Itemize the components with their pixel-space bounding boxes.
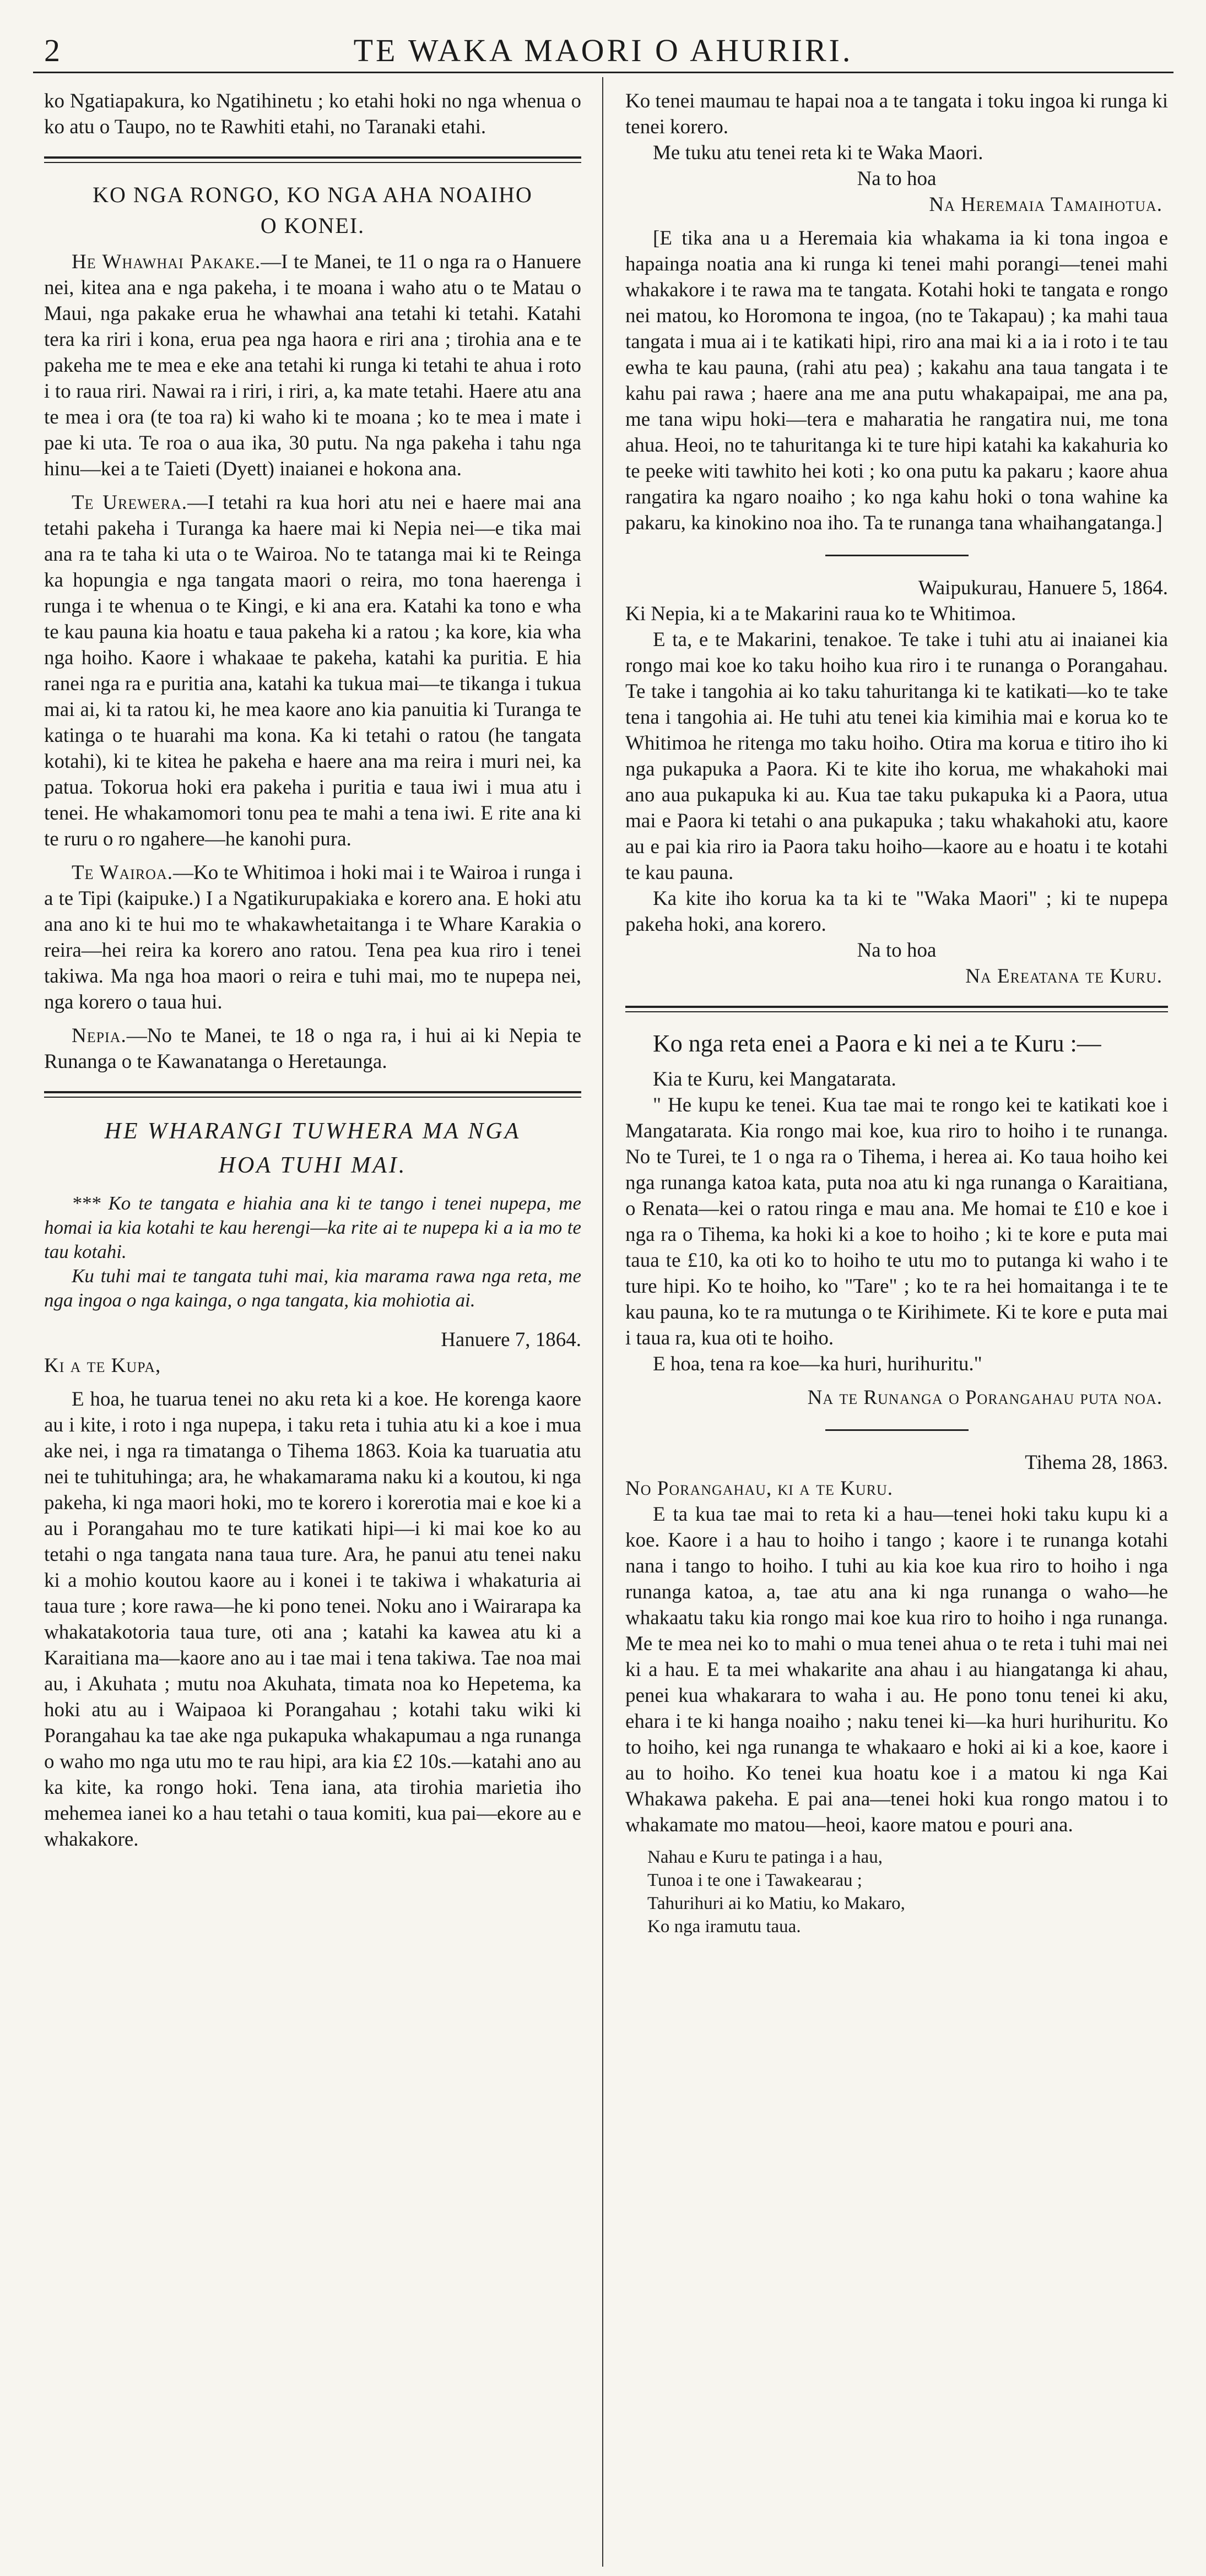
section-rule — [44, 156, 581, 163]
section-rule — [625, 1006, 1168, 1012]
letter-signature: Na Ereatana te Kuru. — [965, 965, 1162, 988]
letter-body: E ta, e te Makarini, tenakoe. Te take i tuhi atu ai inaianei kia rongo mai koe ko taku hoiho kua riro i te runanga o Porangahau. Te take i tangohia ai ko taku tahuritanga ki te katikati—ko te take tena i tangohia ai. He tuhi atu tenei kia kimihia mai e korua ko te Whitimoa he ritenga mo taku hoiho. Otira ma korua e titiro iho ki nga pukapuka a Paora. Ki te kite iho korua, me whakahoki mai ano aua pukapuka ki au. Kua tae taku pukapuka ki a Paora, utua mai e Paora ki tetahi o ana pukapuka ; taku whakahoki atu, kaore au e pai kia riro ia Paora taku hoiho—kaore au e hoatu i te kotahi te kau pauna. — [625, 628, 1168, 884]
page-number: 2 — [44, 32, 60, 68]
letter-salutation: No Porangahau, ki a te Kuru. — [625, 1477, 893, 1500]
letter-body: " He kupu ke tenei. Kua tae mai te rongo kei te katikati koe i Mangatarata. Kia rongo mai koe, kua riro to hoiho i te runanga. No te Turei, te 1 o nga ra o Tihema, i herea ai. Ko taua hoiho kei nga runanga katoa kata, puta noa atu ki nga runanga o Karaitiana, o Renata—kei o ratou ringa e mau ana. Me homai te £10 e koe i nga ra o Tihema, ka hoki ki a koe to hoiho ; ki te kore e puta mai taua te £10, ka oti ko to hoiho te utu mo to putanga ki waho i te ture hipi. Ko te hoiho, ko "Tare" ; ko te ra hei homaitanga i te te kau pauna, ko te ra mutunga o te Kirihimete. Ki te kore e puta mai i taua ra, kua oti te hoiho. — [625, 1094, 1168, 1349]
letters-title-line-2: HOA TUHI MAI. — [218, 1153, 407, 1178]
news-item-heading: He Whawhai Pakake. — [72, 251, 261, 273]
poem-line: Tunoa i te one i Tawakearau ; — [647, 1870, 862, 1890]
letter-salutation: Kia te Kuru, kei Mangatarata. — [653, 1068, 896, 1091]
letters-title-line-1: HE WHARANGI TUWHERA MA NGA — [104, 1119, 521, 1144]
column-divider — [602, 77, 603, 2567]
news-item-heading: Te Urewera. — [72, 491, 188, 514]
news-item — [44, 860, 581, 1015]
news-item-body: —I te Manei, te 11 o nga ra o Hanuere nei, kitea ana e nga pakeha, i te moana i waho atu o te Matau o Maui, nga pakake erua he whawhai ana tetahi ki tetahi. Katahi tera ka riri i kona, erua pea nga haora e riri ana ; tirohia ana e te pakeha me te mea e eke ana tetahi ki runga ki tetahi te ahua i roto i to raua riri. Nawai ra i riri, i riri, a, ka mate tetahi. Haere atu ana te mea i ora (te toa ra) ki waho ki te moana ; ko te mea i mate i pae ki uta. Te roa o aua ika, 30 putu. Na nga pakeha i tahu nga hinu—kei a te Taieti (Dyett) inaianei e hokona ana. — [44, 251, 581, 480]
short-rule — [825, 1429, 969, 1431]
poem-line: Ko nga iramutu taua. — [647, 1917, 801, 1937]
news-item-body: —No te Manei, te 18 o nga ra, i hui ai ki Nepia te Runanga o te Kawanatanga o Heretaunga. — [44, 1024, 581, 1073]
news-item — [44, 1023, 581, 1075]
newspaper-title: TE WAKA MAORI O AHURIRI. — [353, 32, 853, 68]
letter-body: Ka kite iho korua ka ta ki te "Waka Maori" ; ki te nupepa pakeha hoki, ana korero. — [625, 887, 1168, 936]
left-column — [44, 88, 581, 1852]
poem — [625, 1846, 1168, 1938]
news-title-line-2: O KONEI. — [260, 213, 365, 238]
news-section-title — [44, 180, 581, 241]
letter-body: E ta kua tae mai to reta ki a hau—tenei hoki taku kupu ki a koe. Kaore i a hau to hoiho i tango ; kaore i te runanga kotahi nana i tango to hoiho. I tuhi au kia koe kua riro to hoiho i nga runanga katoa, a, tae atu ana ki nga runanga o waho—he whakaatu taku kia rongo mai koe kua riro to hoiho i nga runanga. Me te mea nei ko to mahi o mua tenei ahua o te reta i tuhi mai nei ki a hau. E ta mei whakarite ana ahau i au hiangatanga ki ahau, penei kua whakarara to waha i au. He pono tonu tenei ki aku, ehara i te ki hanga noaiho ; naku tenei ki—ka huri hurihuritu. Ko to hoiho, kei nga runanga te whakaaro e hoki ai ki a koe, kaore i au to hoiho. Ko tenei kua hoatu koe i a matou ki nga Kai Whakawa pakeha. E pai ana—tenei hoki kua rongo matou i to whakamate mo matou—heoi, kaore matou e pouri ana. — [625, 1503, 1168, 1836]
news-item-heading: Te Wairoa. — [72, 861, 173, 884]
letter-salutation: Ki a te Kupa, — [44, 1354, 161, 1377]
letter-date: Hanuere 7, 1864. — [441, 1328, 581, 1351]
letter-continuation: Ko tenei maumau te hapai noa a te tangata i toku ingoa ki runga ki tenei korero. — [625, 90, 1168, 138]
short-rule — [825, 555, 969, 556]
letter-signature: Na Heremaia Tamaihotua. — [929, 193, 1162, 216]
correspondent-notice: Ku tuhi mai te tangata tuhi mai, kia marama rawa nga reta, me nga ingoa o nga kainga, o nga tangata, kia mohiotia ai. — [44, 1265, 581, 1311]
section-rule — [44, 1091, 581, 1098]
news-item-body: —Ko te Whitimoa i hoki mai i te Wairoa i runga i a te Tipi (kaipuke.) I a Ngatikurupakiaka e korero ana. E hoki atu ana ano ki te hui mo te whakawhetaitanga i te Whare Karakia o reira—hei reira ka korero ano ratou. Tena pea kua riro i tenei takiwa. Ma nga hoa maori o reira e tuhi mai, mo te nupepa nei, nga korero o taua hui. — [44, 861, 581, 1013]
letter-date: Waipukurau, Hanuere 5, 1864. — [918, 577, 1168, 599]
intro-paragraph: ko Ngatiapakura, ko Ngatihinetu ; ko etahi hoki no nga whenua o ko atu o Taupo, no te Rawhiti etahi, no Taranaki etahi. — [44, 90, 581, 138]
letter-body: E hoa, he tuarua tenei no aku reta ki a koe. He korenga kaore au i kite, i roto i nga nupepa, i taku reta i tuhia atu ki a koe i mua ake nei, i nga ra timatanga o Tihema 1863. Koia ka tuaruatia atu nei te tuhituhinga; ara, he whakamarama naku ki a koutou, ki nga pakeha, ki nga maori hoki, mo te korero i korerotia mai e koe ki a au i Porangahau mo te ture katikati hipi—i ki mai koe ko au tetahi o nga tangata nana taua ture. Ara, he panui atu tenei naku ki a mohio koutou kaore au i konei i te takiwa i whakaturia ai taua ture ; kore rawa—he ki pono tenei. Noku ano i Wairarapa ka whakatakotoria taua ture, oti ana ; katahi ka kawea atu ki a Karaitiana ma—kaore ano au i tae mai i tena takiwa. Tae noa mai au, i Akuhata ; mutu noa Akuhata, timata noa ko Hepetema, ka hoki atu au i Waipaoa ki Porangahau ; kotahi taku wiki ki Porangahau ka tae ake nga pukapuka whakapumau a nga runanga o waho mo nga utu mo te rau hipi, ara kia £2 10s.—katahi ano au ka kite, ka rongo hoki. Tena iana, ata tirohia marietia iho mehemea ianei ko a hau tetahi o taua komiti, kua pai—ekore au e whakakore. — [44, 1388, 581, 1851]
news-item — [44, 490, 581, 852]
letter-signature: Na te Runanga o Porangahau puta noa. — [807, 1386, 1162, 1409]
news-item — [44, 249, 581, 482]
letter-salutation: Ki Nepia, ki a te Makarini raua ko te Whitimoa. — [625, 603, 1016, 625]
letter-instruction: Me tuku atu tenei reta ki te Waka Maori. — [653, 142, 983, 164]
letter-signoff: Na to hoa — [857, 167, 937, 190]
poem-line: Tahurihuri ai ko Matiu, ko Makaro, — [647, 1894, 905, 1913]
letters-heading: Ko nga reta enei a Paora e ki nei a te Kuru :— — [653, 1030, 1101, 1057]
letter-signoff: Na to hoa — [857, 939, 937, 962]
letter-body: E hoa, tena ra koe—ka huri, hurihuritu." — [653, 1353, 982, 1375]
page-header — [33, 22, 1173, 73]
subscription-notice: *** Ko te tangata e hiahia ana ki te tango i tenei nupepa, me homai ia kia kotahi te kau herengi—ka rite ai te nupepa ki a ia mo te tau kotahi. — [44, 1192, 581, 1262]
letter-date: Tihema 28, 1863. — [1025, 1451, 1168, 1474]
poem-line: Nahau e Kuru te patinga i a hau, — [647, 1847, 883, 1867]
letters-section-title — [44, 1114, 581, 1183]
news-item-body: —I tetahi ra kua hori atu nei e haere mai ana tetahi pakeha i Turanga ka haere mai ki Nepia nei—e tika mai ana ra te taha ki uta o te Wairoa. No te tatanga mai ki te Reinga ka hopungia e nga tangata maori o reira, mo tona haerenga i runga i te whenua o te Kingi, e ki ana era. Katahi ka tono e wha te kau pauna kia hoatu e taua pakeha ki a ratou ; ka kore, kia wha nga hoiho. Kaore i whakaae te pakeha, katahi ka puritia. E hia ranei nga ra e puritia ana, katahi ka tukua mai—te tikanga i tukua mai ai, ki ta ratou ki, he mea kaore ano kia panuitia ki Turanga te katinga o te huarahi ma kona. Ka ki tetahi o ratou (he tangata kotahi), ki te kitea he pakeha e haere ana ma reira i muri nei, ka patua. Tokorua hoki era pakeha i puritia e taua iwi i mua atu i tenei. He whakamomori tonu pea te mahi a tena iwi. E rite ana ki te ruru o ro ngahere—he kanohi pura. — [44, 491, 581, 850]
right-column — [625, 88, 1168, 1938]
news-title-line-1: KO NGA RONGO, KO NGA AHA NOAIHO — [93, 182, 533, 207]
news-item-heading: Nepia. — [72, 1024, 127, 1047]
editor-note: [E tika ana u a Heremaia kia whakama ia ki tona ingoa e hapainga noatia ana ki runga ki tenei mahi porangi—tenei mahi whakakore i te rawa ma te tangata. Kotahi hoki te tangata e rongo nei matou, ko Horomona te ingoa, (no te Takapau) ; ka mahi taua tangata i mua ai i te katikati hipi, riro ana mai ki a ia i roto i te tau ewha te kau pauna, (rahi atu pea) ; kakahu ana taua tangata i te kahu pai rawa ; haere ana me ana putu whakapaipai, me ana pa, me tana wipu hoki—tera e maharatia he rangatira nui, me tona ahua. Heoi, no te tahuritanga ki te ture hipi katahi ka kakahuria ko te peeke witi tawhito hei koti ; ko ona putu ka pakaru ; kaore ahua rangatira ka ngaro noaiho ; ko nga kahu hoki o tona wahine ka pakaru, ka kinokino noa iho. Ta te runanga tana whaihangatanga.] — [625, 227, 1168, 534]
